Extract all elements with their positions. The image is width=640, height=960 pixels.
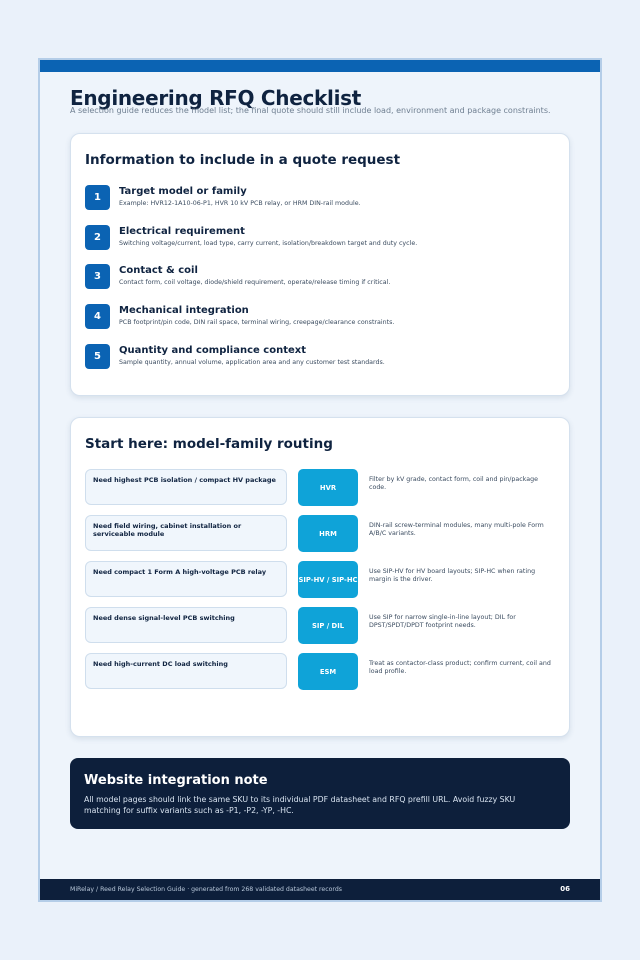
routing-row — [85, 607, 555, 645]
routing-row — [85, 515, 555, 553]
step-title: Contact & coil — [119, 265, 198, 276]
step-description: PCB footprint/pin code, DIN rail space, terminal wiring, creepage/clearance constraints. — [119, 319, 395, 326]
family-hrm-button[interactable]: HRM — [298, 515, 358, 552]
requirement-box: Need high-current DC load switching — [85, 653, 287, 689]
quote-card-title: Information to include in a quote request — [85, 152, 401, 168]
routing-description: Treat as contactor-class product; confirm current, coil and load profile. — [369, 660, 551, 675]
step-number-badge: 3 — [85, 264, 110, 289]
step-number-badge: 2 — [85, 225, 110, 250]
step-description: Example: HVR12-1A10-06-P1, HVR 10 kV PCB relay, or HRM DIN-rail module. — [119, 200, 361, 207]
checklist-step — [85, 304, 555, 330]
page-footer — [40, 879, 600, 900]
checklist-step — [85, 264, 555, 290]
checklist-step — [85, 225, 555, 251]
family-esm-button[interactable]: ESM — [298, 653, 358, 690]
family-hvr-button[interactable]: HVR — [298, 469, 358, 506]
page-subtitle: A selection guide reduces the model list; the final quote should still include load, environment and package constraints. — [70, 106, 551, 115]
step-title: Target model or family — [119, 186, 247, 197]
note-body: All model pages should link the same SKU to its individual PDF datasheet and RFQ prefill URL. Avoid fuzzy SKU matching for suffix variants such as -P1, -P2, -YP, -HC. — [84, 795, 516, 815]
page-number: 06 — [560, 885, 570, 893]
step-description: Contact form, coil voltage, diode/shield requirement, operate/release timing if critical. — [119, 279, 391, 286]
quote-request-card — [70, 133, 570, 396]
family-sip-dil-button[interactable]: SIP / DIL — [298, 607, 358, 644]
routing-row — [85, 653, 555, 691]
step-description: Switching voltage/current, load type, carry current, isolation/breakdown target and duty cycle. — [119, 240, 418, 247]
routing-description: DIN-rail screw-terminal modules, many multi-pole Form A/B/C variants. — [369, 522, 544, 537]
routing-row — [85, 561, 555, 599]
document-page — [38, 58, 602, 902]
requirement-box: Need dense signal-level PCB switching — [85, 607, 287, 643]
step-title: Mechanical integration — [119, 305, 249, 316]
routing-card-title: Start here: model-family routing — [85, 436, 333, 452]
routing-description: Use SIP-HV for HV board layouts; SIP-HC when rating margin is the driver. — [369, 568, 536, 583]
step-number-badge: 5 — [85, 344, 110, 369]
step-number-badge: 1 — [85, 185, 110, 210]
family-sip-hv-button[interactable]: SIP-HV / SIP-HC — [298, 561, 358, 598]
step-title: Quantity and compliance context — [119, 345, 306, 356]
step-title: Electrical requirement — [119, 226, 245, 237]
requirement-box: Need field wiring, cabinet installation or serviceable module — [85, 515, 287, 551]
requirement-box: Need compact 1 Form A high-voltage PCB relay — [85, 561, 287, 597]
step-number-badge: 4 — [85, 304, 110, 329]
routing-description: Filter by kV grade, contact form, coil and pin/package code. — [369, 476, 538, 491]
model-routing-card — [70, 417, 570, 737]
routing-row — [85, 469, 555, 507]
note-title: Website integration note — [84, 773, 268, 788]
page-title: Engineering RFQ Checklist — [70, 86, 362, 110]
checklist-step — [85, 185, 555, 211]
footer-text: MiRelay / Reed Relay Selection Guide · generated from 268 validated datasheet records — [70, 886, 343, 893]
top-accent-band — [40, 60, 600, 72]
website-integration-note — [70, 758, 570, 829]
routing-description: Use SIP for narrow single-in-line layout; DIL for DPST/SPDT/DPDT footprint needs. — [369, 614, 516, 629]
requirement-box: Need highest PCB isolation / compact HV package — [85, 469, 287, 505]
step-description: Sample quantity, annual volume, application area and any customer test standards. — [119, 359, 385, 366]
checklist-step — [85, 344, 555, 370]
